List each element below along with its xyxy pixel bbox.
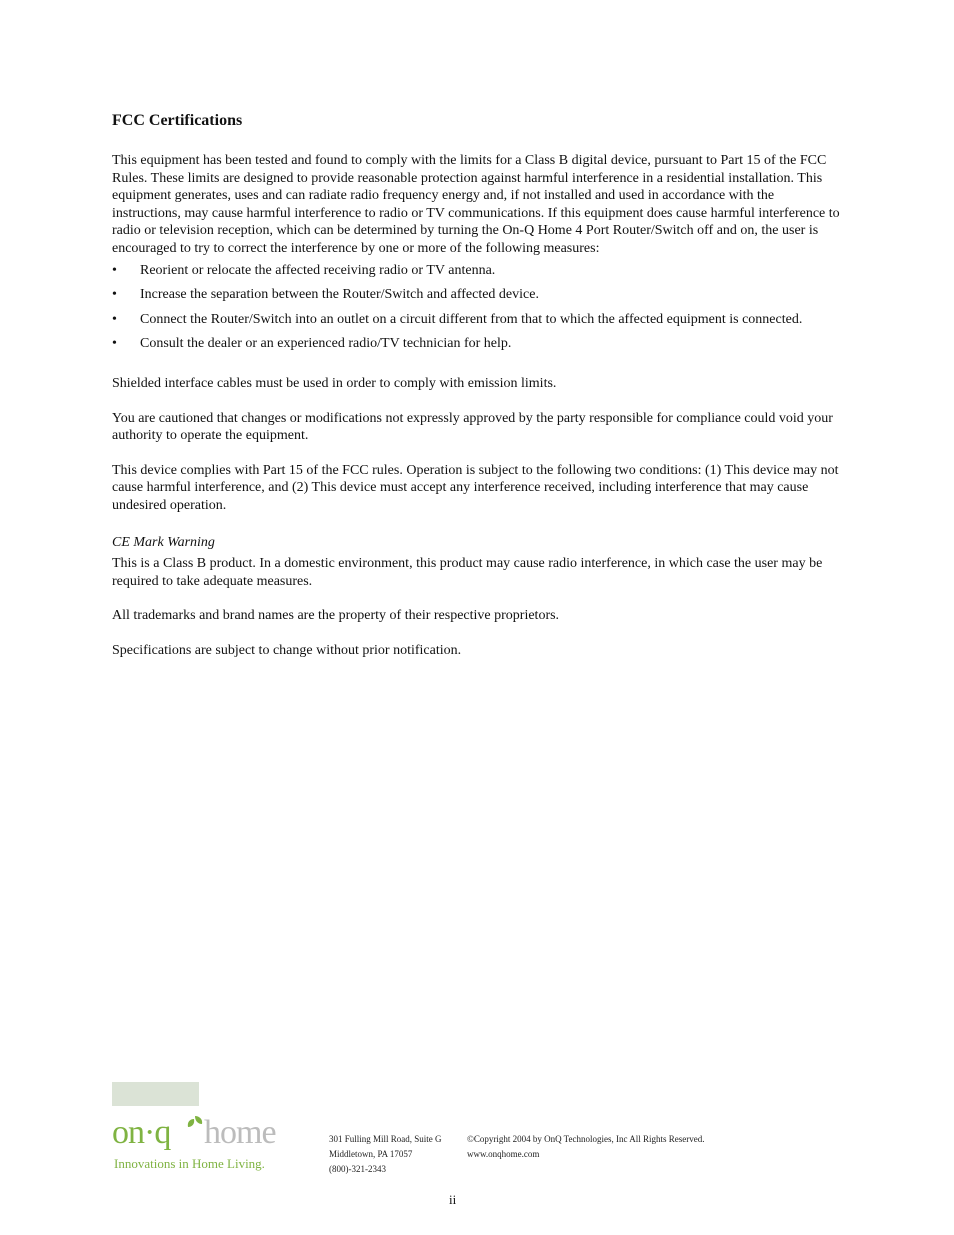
copyright-block (467, 1132, 705, 1162)
bullet-icon: • (112, 336, 117, 352)
caution-paragraph: You are cautioned that changes or modifications not expressly approved by the party responsible for compliance could void your authority to operate the equipment. (112, 410, 833, 444)
specifications-paragraph: Specifications are subject to change without prior notification. (112, 642, 462, 658)
list-item (112, 311, 844, 329)
list-item (112, 286, 844, 304)
onq-home-logo (112, 1113, 302, 1153)
bullet-icon: • (112, 287, 117, 303)
measures-list (112, 262, 844, 353)
page-number: ii (449, 1192, 457, 1207)
shielded-cables-paragraph: Shielded interface cables must be used in order to comply with emission limits. (112, 375, 557, 391)
list-item-text: Connect the Router/Switch into an outlet on a circuit different from that to which the affected equipment is connected. (140, 311, 803, 327)
footer-accent-bar (112, 1082, 199, 1106)
bullet-icon: • (112, 311, 117, 327)
tagline: Innovations in Home Living. (114, 1156, 265, 1171)
list-item-text: Consult the dealer or an experienced radio/TV technician for help. (140, 336, 512, 352)
address-line: 301 Fulling Mill Road, Suite G (329, 1134, 442, 1144)
list-item (112, 335, 844, 353)
address-block (329, 1132, 442, 1177)
fcc-paragraph: This equipment has been tested and found to comply with the limits for a Class B digital device, pursuant to Part 15 of the FCC Rules. These limits are designed to provide reasonable protection against harmful interference in a residential installation. This equipment generates, uses and can radiate radio frequency energy and, if not installed and used in accordance with the instructions, may cause harmful interference to radio or TV communications. If this equipment does cause harmful interference to radio or television reception, which can be determined by turning the On-Q Home 4 Port Router/Switch off and on, the user is encouraged to try to correct the interference by one or more of the following measures: (112, 153, 840, 256)
logo-onq-text: on·q (112, 1114, 171, 1151)
logo-home-text: home (204, 1114, 276, 1151)
trademarks-paragraph: All trademarks and brand names are the property of their respective proprietors. (112, 608, 560, 624)
phone-number: (800)-321-2343 (329, 1164, 386, 1174)
website-link[interactable]: www.onqhome.com (467, 1149, 540, 1159)
copyright-text: ©Copyright 2004 by OnQ Technologies, Inc All Rights Reserved. (467, 1134, 705, 1144)
leaf-icon (186, 1115, 204, 1133)
bullet-icon: • (112, 262, 117, 278)
list-item (112, 262, 844, 280)
list-item-text: Increase the separation between the Router/Switch and affected device. (140, 287, 539, 303)
document-body (112, 111, 844, 659)
part15-paragraph: This device complies with Part 15 of the FCC rules. Operation is subject to the following two conditions: (1) This device may not cause harmful interference, and (2) This device must accept any interference received, including interference that may cause undesired operation. (112, 462, 839, 513)
list-item-text: Reorient or relocate the affected receiving radio or TV antenna. (140, 262, 496, 278)
ce-mark-heading: CE Mark Warning (112, 534, 215, 550)
address-line: Middletown, PA 17057 (329, 1149, 413, 1159)
section-heading: FCC Certifications (112, 112, 243, 129)
class-b-paragraph: This is a Class B product. In a domestic environment, this product may cause radio interference, in which case the user may be required to take adequate measures. (112, 556, 823, 589)
